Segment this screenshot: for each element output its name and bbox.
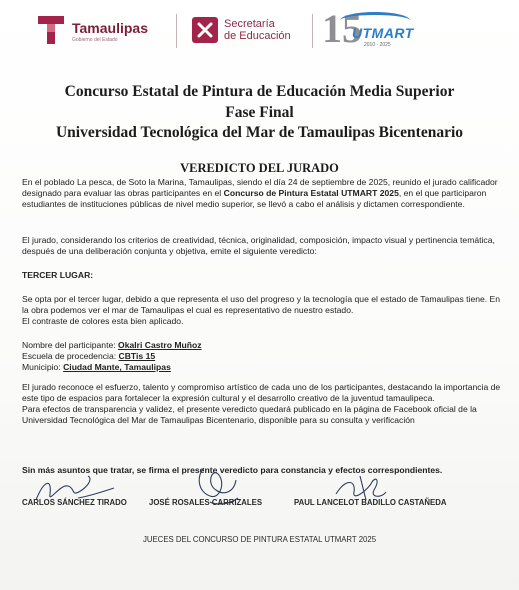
paragraph-reasoning xyxy=(22,294,502,327)
paragraph-recognition xyxy=(22,382,502,426)
tamaulipas-t-icon xyxy=(36,14,66,46)
reasoning-text: Se opta por el tercer lugar, debido a que representa el uso del progreso y la tecnología que el estado de Tamaulipas tiene. En la obra podemos ver el mar de Tamaulipas el cual es representativo de nuestro estado. xyxy=(22,294,501,315)
university-title: Universidad Tecnológica del Mar de Tamaulipas Bicentenario xyxy=(55,124,464,141)
header-divider xyxy=(312,14,313,48)
utmart-anniversary-number: 15 xyxy=(322,6,362,51)
utmart-logo xyxy=(322,8,422,54)
participant-name-row xyxy=(22,340,502,351)
participant-school-row xyxy=(22,351,502,362)
participant-name-value: Okalri Castro Muñoz xyxy=(118,340,202,350)
participant-city-value: Ciudad Mante, Tamaulipas xyxy=(63,362,171,372)
intro-text-2: , en el que participaron estudiantes de instituciones públicas de nivel medio superior, se llevó a cabo el análisis y dictamen correspondiente. xyxy=(22,188,487,209)
participant-school-label: Escuela de procedencia: xyxy=(22,351,117,361)
utmart-years: 2010 · 2025 xyxy=(364,42,391,48)
recognition-text: El jurado reconoce el esfuerzo, talento y compromiso artístico de cada uno de los participantes, destacando la importancia de este tipo de espacios para fortalecer la expresión cultural y el desarrollo creativo de la juventud tamaulipeca. xyxy=(22,382,501,403)
criteria-text: El jurado, considerando los criterios de creatividad, técnica, originalidad, composición, impacto visual y pertinencia temática, después de una deliberación conjunta y objetiva, emite el siguiente veredicto: xyxy=(22,235,495,256)
participant-school-value: CBTis 15 xyxy=(118,351,156,361)
tamaulipas-subtitle: Gobierno del Estado xyxy=(72,37,118,43)
signature-name-1: CARLOS SÁNCHEZ TIRADO xyxy=(22,498,127,507)
judges-footer: JUECES DEL CONCURSO DE PINTURA ESTATAL UTMART 2025 xyxy=(142,535,377,544)
letterhead xyxy=(0,0,519,62)
phase-title: Fase Final xyxy=(225,104,294,121)
secretaria-emblem-icon xyxy=(192,17,218,43)
utmart-name: UTMART xyxy=(352,25,414,41)
participant-info xyxy=(22,340,502,373)
secretaria-name xyxy=(224,18,291,42)
veredicto-heading: VEREDICTO DEL JURADO xyxy=(180,161,339,175)
reasoning-text-2: El contraste de colores esta bien aplicado. xyxy=(22,316,184,326)
paragraph-intro xyxy=(22,177,502,210)
paragraph-criteria xyxy=(22,235,502,257)
secretaria-line2: de Educación xyxy=(224,30,291,42)
transparency-text: Para efectos de transparencia y validez, el presente veredicto quedará publicado en la página de Facebook oficial de la Universidad Tecnológica del Mar de Tamaulipas Bicentenario, disponible para su consulta y verificación xyxy=(22,404,477,425)
signature-name-3: PAUL LANCELOT BADILLO CASTAÑEDA xyxy=(294,498,447,507)
tamaulipas-name: Tamaulipas xyxy=(72,20,148,36)
participant-city-row xyxy=(22,362,502,373)
tamaulipas-logo xyxy=(36,14,156,48)
signature-names xyxy=(0,498,519,512)
contest-name-bold: Concurso de Pintura Estatal UTMART 2025 xyxy=(223,188,399,198)
header-divider xyxy=(176,14,177,48)
place-heading: TERCER LUGAR: xyxy=(22,270,94,280)
secretaria-line1: Secretaría xyxy=(224,18,275,30)
contest-title: Concurso Estatal de Pintura de Educación Media Superior xyxy=(64,83,455,100)
intro-text-1: En el poblado La pesca, de Soto la Marina, Tamaulipas, siendo el día 24 de septiembre de 2025, reunido el jurado calificador designado para evaluar las obras participantes en el xyxy=(22,177,498,198)
secretaria-logo xyxy=(192,14,302,48)
signature-name-2: JOSÉ ROSALES CARRIZALES xyxy=(149,498,263,507)
closing-statement: Sin más asuntos que tratar, se firma el presente veredicto para constancia y efectos correspondientes. xyxy=(22,465,443,475)
participant-city-label: Municipio: xyxy=(22,362,61,372)
participant-name-label: Nombre del participante: xyxy=(22,340,116,350)
